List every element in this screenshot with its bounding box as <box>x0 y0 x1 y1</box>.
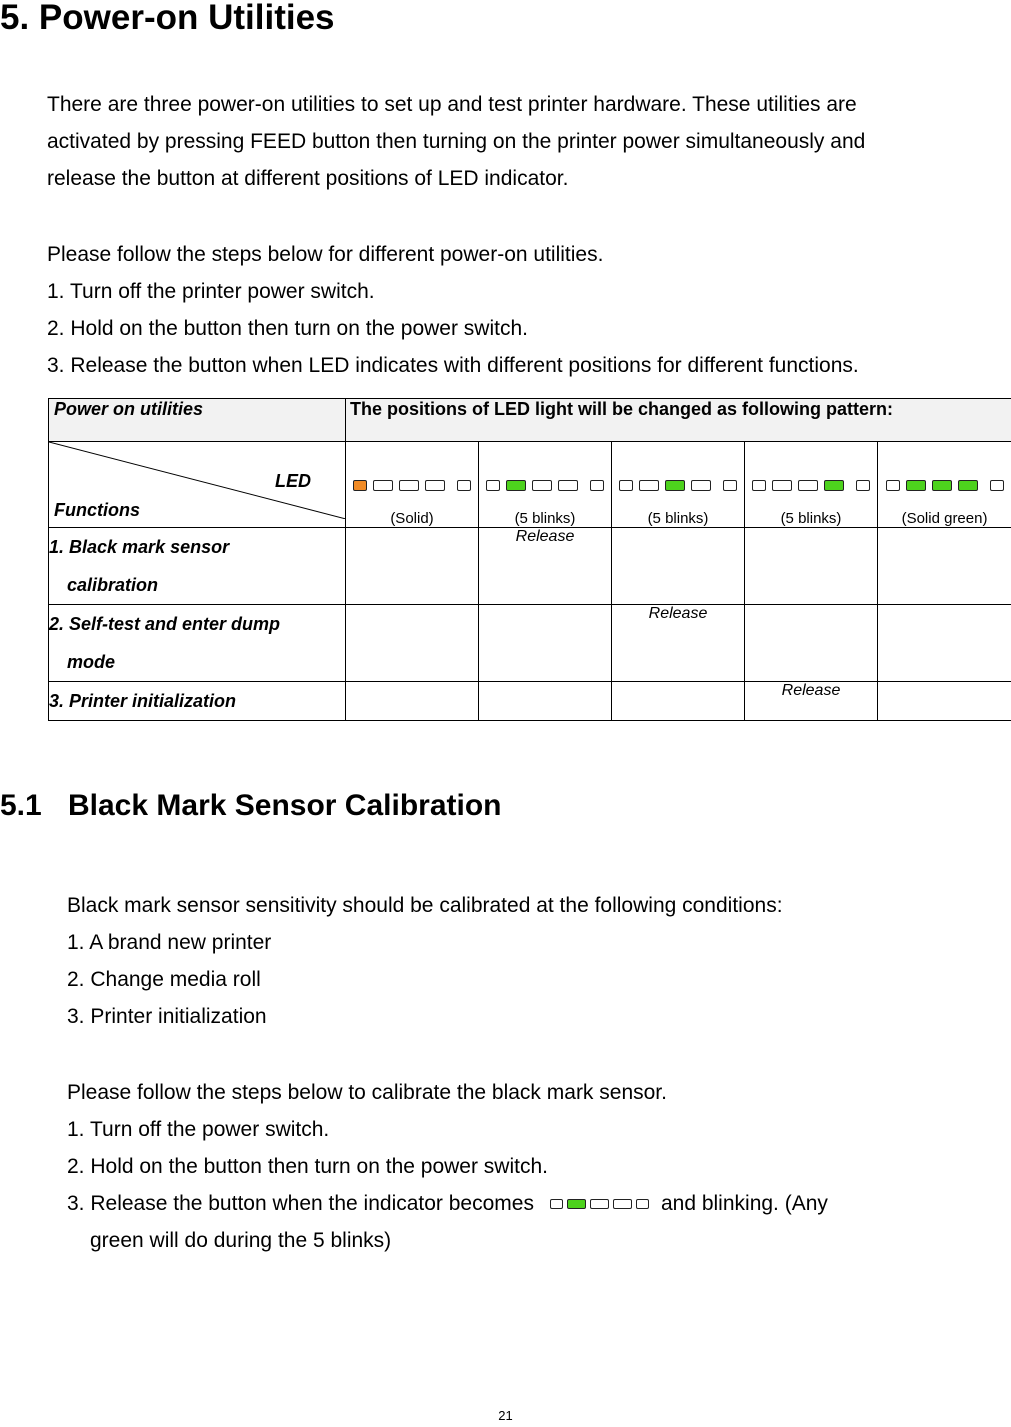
led-indicator-inline <box>548 1199 651 1209</box>
step-3-text-after: and blinking. (Any <box>660 1192 828 1215</box>
calibration-step-2: 2. Hold on the button then turn on the power switch. <box>67 1155 548 1178</box>
release-cell <box>612 528 745 605</box>
page-number: 21 <box>498 1408 513 1423</box>
led-off-icon <box>798 480 818 491</box>
led-off-icon <box>752 480 766 491</box>
release-cell <box>479 682 612 721</box>
led-green-icon <box>932 480 952 491</box>
led-off-icon <box>636 1199 649 1209</box>
led-off-icon <box>550 1199 563 1209</box>
page-title: 5. Power-on Utilities <box>0 0 335 37</box>
release-cell <box>878 528 1011 605</box>
condition-1: 1. A brand new printer <box>67 931 272 954</box>
calibration-step-3-cont: green will do during the 5 blinks) <box>90 1229 392 1252</box>
pattern-label: (5 blinks) <box>647 510 709 527</box>
led-label: LED <box>275 471 311 491</box>
release-cell: Release <box>479 528 612 605</box>
functions-label: Functions <box>54 500 140 520</box>
led-pattern-cell <box>878 442 1011 528</box>
release-cell: Release <box>745 682 878 721</box>
release-cell <box>878 682 1011 721</box>
function-line-1: 3. Printer initialization <box>49 691 237 711</box>
step-3-text: 3. Release the button when the indicator becomes <box>67 1192 534 1215</box>
led-off-icon <box>457 480 471 491</box>
pattern-label: (Solid green) <box>901 510 988 527</box>
led-indicator-group <box>479 477 611 493</box>
led-off-icon <box>619 480 633 491</box>
led-indicator-group <box>346 477 478 493</box>
release-cell <box>346 528 479 605</box>
section-number: 5.1 <box>0 789 42 822</box>
condition-3: 3. Printer initialization <box>67 1005 267 1028</box>
function-line-1: 1. Black mark sensor <box>49 537 230 557</box>
led-off-icon <box>990 480 1004 491</box>
pattern-label: (5 blinks) <box>514 510 576 527</box>
led-pattern-row <box>49 442 1011 528</box>
led-indicator-group <box>612 477 744 493</box>
led-off-icon <box>425 480 445 491</box>
led-green-icon <box>958 480 978 491</box>
function-name <box>49 528 346 605</box>
table-row <box>49 605 1011 682</box>
led-off-icon <box>613 1199 632 1209</box>
conditions-intro: Black mark sensor sensitivity should be calibrated at the following conditions: <box>67 894 783 917</box>
calibration-steps-intro: Please follow the steps below to calibrate the black mark sensor. <box>67 1081 667 1104</box>
led-orange-icon <box>353 480 367 491</box>
led-off-icon <box>886 480 900 491</box>
led-green-icon <box>506 480 526 491</box>
table-row <box>49 682 1011 721</box>
led-off-icon <box>856 480 870 491</box>
section-title: Black Mark Sensor Calibration <box>68 789 502 822</box>
release-cell <box>745 528 878 605</box>
step-3: 3. Release the button when LED indicates with different positions for different functions. <box>47 354 859 377</box>
led-off-icon <box>532 480 552 491</box>
col-header-utilities: Power on utilities <box>49 399 346 442</box>
led-green-icon <box>665 480 685 491</box>
led-indicator-group <box>745 477 877 493</box>
function-line-1: 2. Self-test and enter dump <box>49 614 281 634</box>
release-cell: Release <box>612 605 745 682</box>
led-off-icon <box>723 480 737 491</box>
steps-intro: Please follow the steps below for different power-on utilities. <box>47 243 604 266</box>
release-cell <box>612 682 745 721</box>
led-green-icon <box>906 480 926 491</box>
led-off-icon <box>373 480 393 491</box>
led-green-icon <box>824 480 844 491</box>
release-cell <box>346 682 479 721</box>
led-off-icon <box>590 1199 609 1209</box>
release-cell <box>479 605 612 682</box>
led-off-icon <box>399 480 419 491</box>
utilities-table <box>48 398 1011 721</box>
led-off-icon <box>486 480 500 491</box>
release-cell <box>878 605 1011 682</box>
table-header-row <box>49 399 1011 442</box>
calibration-step-1: 1. Turn off the power switch. <box>67 1118 330 1141</box>
led-off-icon <box>772 480 792 491</box>
section-heading <box>0 789 501 823</box>
led-indicator-group <box>878 477 1011 493</box>
col-header-led-positions: The positions of LED light will be changed as following pattern: <box>346 399 1011 442</box>
intro-line-1: There are three power-on utilities to set up and test printer hardware. These utilities are <box>47 93 857 116</box>
step-2: 2. Hold on the button then turn on the power switch. <box>47 317 528 340</box>
led-pattern-cell <box>479 442 612 528</box>
condition-2: 2. Change media roll <box>67 968 261 991</box>
led-off-icon <box>558 480 578 491</box>
function-line-2: calibration <box>67 575 159 595</box>
pattern-label: (Solid) <box>390 510 434 527</box>
led-pattern-cell <box>745 442 878 528</box>
intro-line-2: activated by pressing FEED button then turning on the printer power simultaneously and <box>47 130 866 153</box>
led-green-icon <box>567 1199 586 1209</box>
table-row <box>49 528 1011 605</box>
release-cell <box>346 605 479 682</box>
step-1: 1. Turn off the printer power switch. <box>47 280 375 303</box>
led-off-icon <box>691 480 711 491</box>
led-off-icon <box>590 480 604 491</box>
led-off-icon <box>639 480 659 491</box>
calibration-step-3 <box>67 1185 828 1222</box>
led-pattern-cell <box>346 442 479 528</box>
function-name <box>49 682 346 721</box>
intro-line-3: release the button at different positions of LED indicator. <box>47 167 569 190</box>
release-cell <box>745 605 878 682</box>
function-name <box>49 605 346 682</box>
function-line-2: mode <box>67 652 116 672</box>
pattern-label: (5 blinks) <box>780 510 842 527</box>
diagonal-header-cell <box>49 442 346 528</box>
led-pattern-cell <box>612 442 745 528</box>
